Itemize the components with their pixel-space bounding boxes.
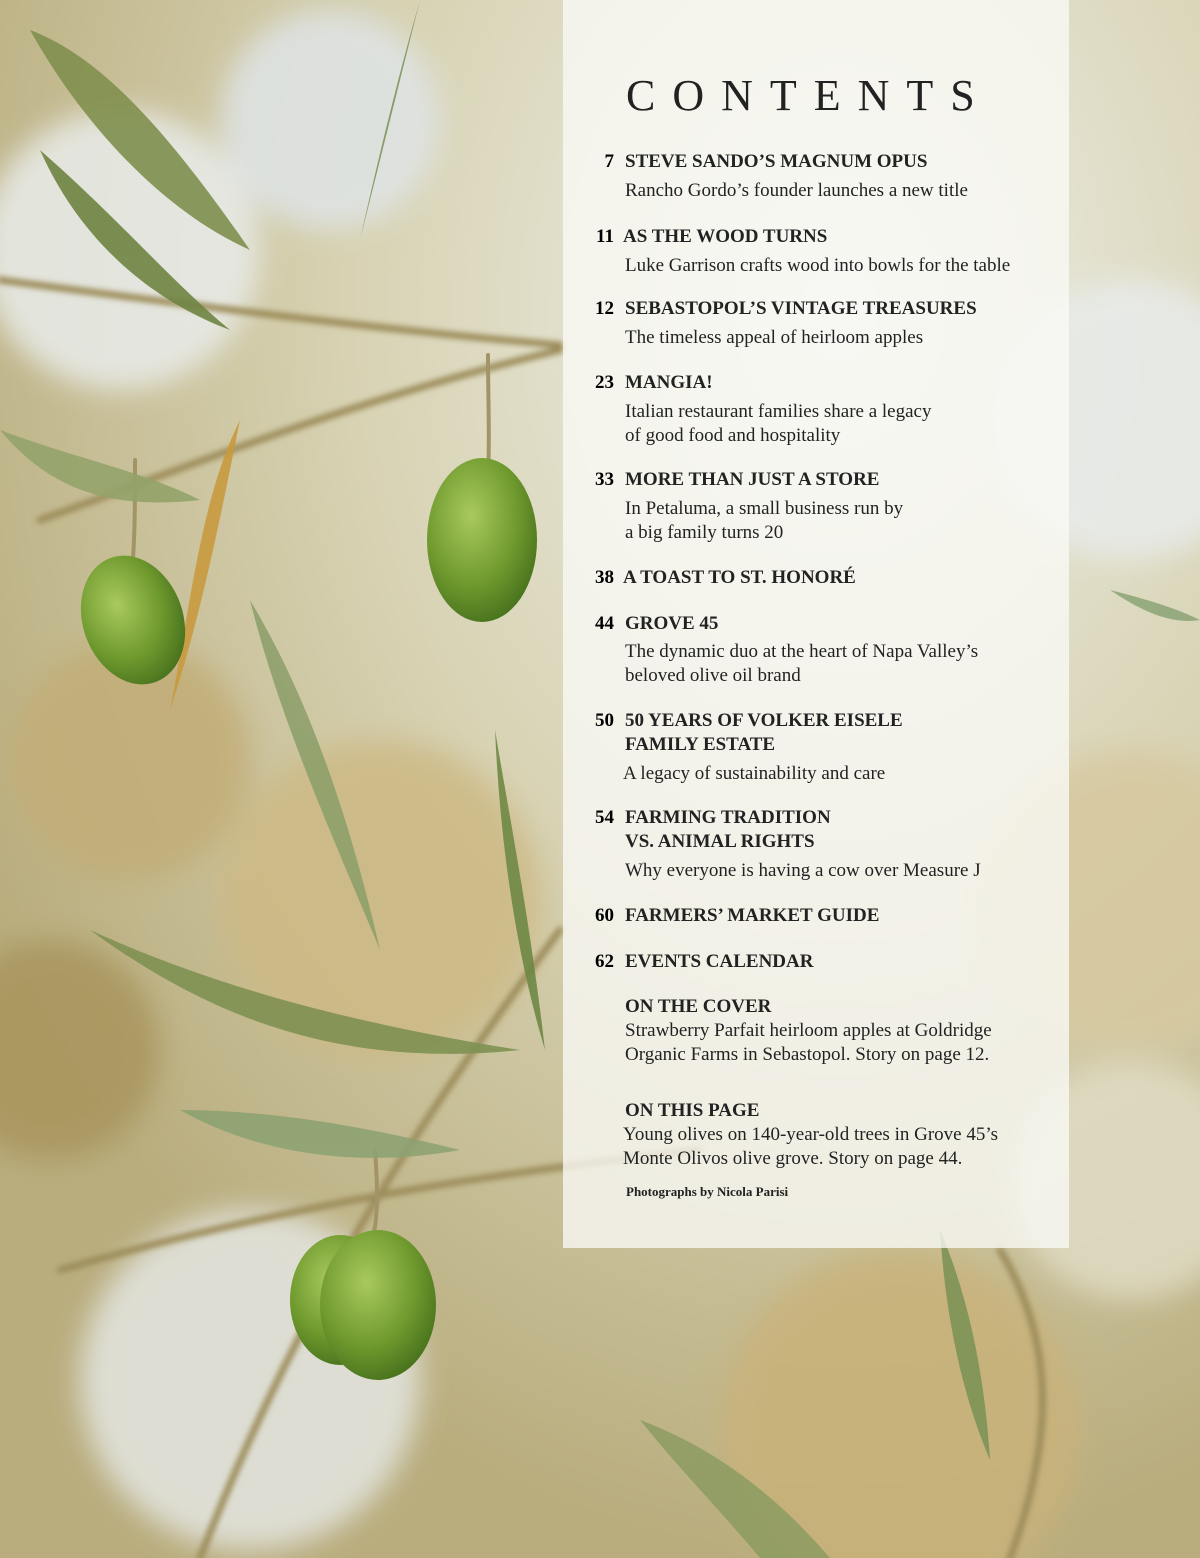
cover-desc: Strawberry Parfait heirloom apples at Goldridge Organic Farms in Sebastopol. Story on page 12.: [625, 1020, 992, 1065]
toc-desc: The timeless appeal of heirloom apples: [625, 327, 924, 348]
toc-title: FARMERS’ MARKET GUIDE: [625, 905, 880, 926]
toc-page-number: 11: [596, 226, 614, 247]
toc-title: SEBASTOPOL’S VINTAGE TREASURES: [625, 298, 977, 319]
toc-desc: Luke Garrison crafts wood into bowls for the table: [625, 255, 1011, 276]
toc-title: GROVE 45: [625, 613, 719, 634]
toc-desc: Italian restaurant families share a legacy of good food and hospitality: [625, 401, 932, 446]
toc-page-number: 60: [595, 905, 614, 926]
toc-page-number: 62: [595, 951, 614, 972]
toc-desc: The dynamic duo at the heart of Napa Valley’s beloved olive oil brand: [625, 641, 979, 686]
toc-page-number: 44: [595, 613, 614, 634]
this-page-desc: Young olives on 140-year-old trees in Grove 45’s Monte Olivos olive grove. Story on page 44.: [623, 1124, 998, 1169]
toc-title: MORE THAN JUST A STORE: [625, 469, 880, 490]
toc-page-number: 7: [604, 151, 614, 172]
this-page-heading: ON THIS PAGE: [625, 1100, 760, 1121]
toc-desc: Why everyone is having a cow over Measure J: [625, 860, 981, 881]
toc-title: 50 YEARS OF VOLKER EISELE FAMILY ESTATE: [625, 710, 903, 755]
toc-page-number: 33: [595, 469, 614, 490]
toc-page-number: 54: [595, 807, 614, 828]
toc-page-number: 50: [595, 710, 614, 731]
toc-title: AS THE WOOD TURNS: [623, 226, 828, 247]
toc-page-number: 12: [595, 298, 614, 319]
olive-fruit: [427, 458, 537, 622]
toc-desc: Rancho Gordo’s founder launches a new title: [625, 180, 968, 201]
toc-page-number: 23: [595, 372, 614, 393]
toc-title: MANGIA!: [625, 372, 713, 393]
toc-title: FARMING TRADITION VS. ANIMAL RIGHTS: [625, 807, 831, 852]
toc-title: A TOAST TO ST. HONORÉ: [623, 567, 856, 588]
toc-title: EVENTS CALENDAR: [625, 951, 814, 972]
toc-title: STEVE SANDO’S MAGNUM OPUS: [625, 151, 928, 172]
page-title: CONTENTS: [626, 71, 992, 120]
toc-desc: A legacy of sustainability and care: [623, 763, 886, 784]
toc-page-number: 38: [595, 567, 614, 588]
cover-heading: ON THE COVER: [625, 996, 772, 1017]
photo-credit: Photographs by Nicola Parisi: [626, 1184, 789, 1199]
toc-desc: In Petaluma, a small business run by a big family turns 20: [625, 498, 904, 543]
